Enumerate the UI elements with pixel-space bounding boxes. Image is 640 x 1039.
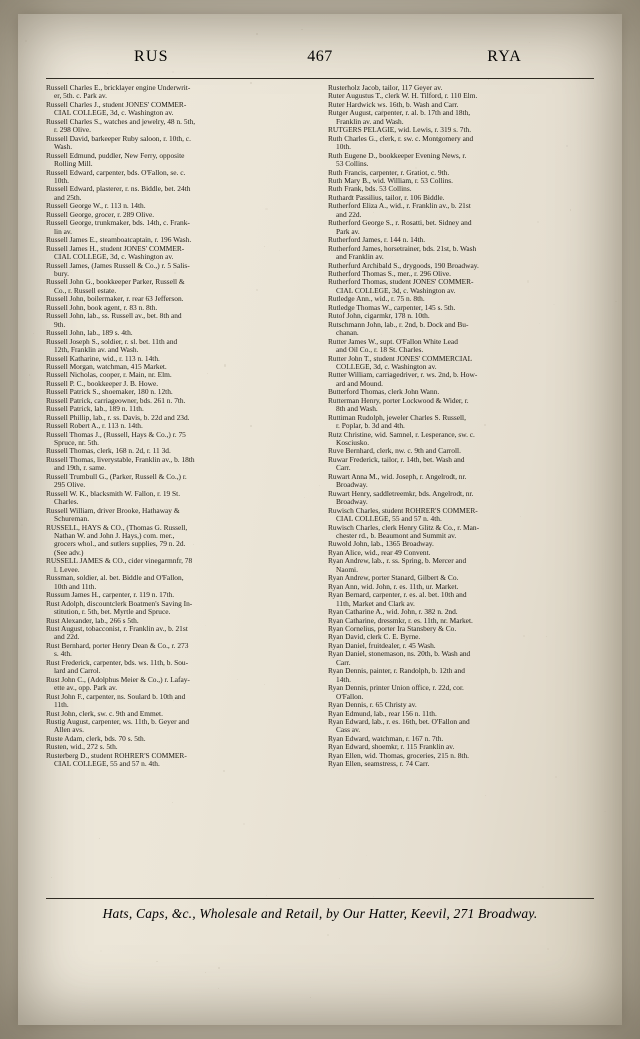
directory-entry bbox=[46, 659, 312, 676]
paper-speck bbox=[360, 603, 362, 605]
entry-line: Ryan Dennis, r. 65 Christy av. bbox=[328, 700, 417, 710]
entry-line: stitution, r. 5th, bet. Myrtle and Spruce. bbox=[54, 607, 171, 617]
entry-line: Rust John, clerk, sw. c. 9th and Emmet. bbox=[46, 708, 163, 718]
directory-entry bbox=[328, 431, 594, 448]
entry-line: RUSSELL, HAYS & CO., (Thomas G. Russell, bbox=[46, 522, 188, 532]
paper-speck bbox=[265, 208, 267, 210]
directory-entry bbox=[328, 355, 594, 372]
entry-line: Ruth Eugene D., bookkeeper Evening News, r. bbox=[328, 150, 467, 160]
paper-speck bbox=[264, 684, 265, 685]
entry-line: Franklin av. and Wash. bbox=[336, 116, 404, 126]
directory-entry bbox=[46, 185, 312, 202]
paper-speck bbox=[615, 301, 617, 303]
paper-speck bbox=[529, 42, 530, 43]
paper-speck bbox=[90, 666, 92, 668]
entry-line: Ruth Francis, carpenter, r. Gratiot, c. 9th. bbox=[328, 167, 450, 177]
entry-line: Russell John, book agent, r. 83 n. 8th. bbox=[46, 302, 158, 312]
directory-entry bbox=[328, 278, 594, 295]
paper-speck bbox=[250, 425, 252, 427]
entry-line: Rust Alexander, lab., 266 s 5th. bbox=[46, 615, 139, 625]
entry-line: and 19th, r. same. bbox=[54, 463, 107, 473]
paper-speck bbox=[218, 967, 220, 969]
entry-line: and 22d. bbox=[336, 209, 362, 219]
entry-line: Rutherford Thomas, student JONES' COMMER- bbox=[328, 277, 474, 287]
entry-line: Ruwar Frederick, tailor, r. 14th, bet. Wash and bbox=[328, 454, 465, 464]
entry-line: Russell Thomas J., (Russell, Hays & Co.,) r. 75 bbox=[46, 429, 186, 439]
paper-speck bbox=[266, 895, 267, 896]
entry-line: Ryan Ellen, seamstress, r. 74 Carr. bbox=[328, 759, 430, 769]
entry-line: ard and Mound. bbox=[336, 378, 384, 388]
directory-entry bbox=[46, 718, 312, 735]
paper-speck bbox=[29, 374, 31, 376]
paper-speck bbox=[484, 424, 486, 426]
directory-entry bbox=[328, 557, 594, 574]
paper-speck bbox=[604, 811, 605, 812]
directory-entry bbox=[328, 684, 594, 701]
entry-line: Ryan Daniel, stonemason, ns. 20th, b. Wash and bbox=[328, 649, 471, 659]
running-head bbox=[46, 48, 594, 74]
directory-entry bbox=[46, 312, 312, 329]
directory-entry bbox=[46, 473, 312, 490]
entry-line: s. 4th. bbox=[54, 649, 72, 659]
entry-line: Ryan Cornelius, porter Ira Stansbery & Co. bbox=[328, 624, 457, 633]
paper-speck bbox=[485, 795, 486, 796]
entry-line: Rutger August, carpenter, r. al. b. 17th and 18th, bbox=[328, 108, 471, 118]
directory-entry bbox=[328, 219, 594, 236]
paper-speck bbox=[328, 356, 330, 358]
entry-line: Russell Thomas, clerk, 168 n. 2d, r. 11 3d. bbox=[46, 446, 171, 456]
entry-line: Cass av. bbox=[336, 725, 361, 735]
entry-line: Ruter Hardwick ws. 16th, b. Wash and Carr. bbox=[328, 99, 459, 109]
entry-line: Rutter William, carriagedriver, r. ws. 2nd, b. How- bbox=[328, 370, 478, 380]
entry-line: Ryan Catharine A., wid. John, r. 382 n. 2nd. bbox=[328, 607, 458, 617]
entry-line: 10th. bbox=[336, 142, 351, 152]
directory-entry bbox=[328, 371, 594, 388]
directory-entry bbox=[328, 718, 594, 735]
entry-line: Ryan Bernard, carpenter, r. es. al. bet. 10th and bbox=[328, 590, 467, 600]
entry-line: 10th. bbox=[54, 175, 69, 185]
entry-line: Russell John, lab., 189 s. 4th. bbox=[46, 328, 133, 338]
paper-speck bbox=[224, 364, 226, 366]
directory-columns bbox=[46, 84, 594, 769]
paper-speck bbox=[156, 961, 158, 963]
directory-entry bbox=[46, 118, 312, 135]
entry-line: and 22d. bbox=[54, 632, 80, 642]
entry-line: chester rd., b. Beaumont and Summit av. bbox=[336, 531, 457, 541]
entry-line: Russell Edmund, puddler, New Ferry, opposite bbox=[46, 150, 185, 160]
directory-entry bbox=[46, 245, 312, 262]
entry-line: Charles. bbox=[54, 497, 79, 507]
entry-line: Ruth Frank, bds. 53 Collins. bbox=[328, 184, 412, 194]
entry-line: Russell Morgan, watchman, 415 Market. bbox=[46, 361, 167, 371]
entry-line: Rusten, wid., 272 s. 5th. bbox=[46, 742, 118, 752]
entry-line: Park av. bbox=[336, 226, 360, 236]
entry-line: Rust John C., (Adolphus Meier & Co.,) r. Lafay- bbox=[46, 674, 190, 684]
entry-line: r. Poplar, b. 3d and 4th. bbox=[336, 421, 405, 431]
directory-entry bbox=[46, 84, 312, 101]
entry-line: Rutherford James, r. 144 n. 14th. bbox=[328, 235, 426, 245]
entry-line: Rust John F., carpenter, ns. Soulard b. 10th and bbox=[46, 691, 186, 701]
entry-line: Russell Robert A., r. 113 n. 14th. bbox=[46, 421, 143, 431]
entry-line: and Oil Co., r. 18 St. Charles. bbox=[336, 345, 424, 355]
entry-line: Butterford Thomas, clerk John Wann. bbox=[328, 387, 440, 397]
running-head-left: RUS bbox=[134, 48, 169, 65]
directory-entry bbox=[328, 650, 594, 667]
entry-line: Ryan Edward, lab., r. es. 16th, bet. O'Fallon and bbox=[328, 716, 470, 726]
entry-line: Ruthardt Passilius, tailor, r. 106 Biddle. bbox=[328, 192, 445, 202]
directory-entry bbox=[46, 169, 312, 186]
entry-line: Rutherfurd Archibald S., drygoods, 190 Broadway. bbox=[328, 260, 479, 270]
entry-line: and 25th. bbox=[54, 192, 82, 202]
running-head-right: RYA bbox=[487, 48, 522, 65]
paper-speck bbox=[428, 906, 429, 907]
paper-speck bbox=[488, 79, 489, 80]
entry-line: Broadway. bbox=[336, 480, 368, 490]
paper-speck bbox=[99, 838, 100, 839]
entry-line: Ryan Daniel, fruitdealer, r. 45 Wash. bbox=[328, 640, 436, 650]
entry-line: CIAL COLLEGE, 3d, c. Washington av. bbox=[54, 252, 174, 262]
entry-line: Russell George, trunkmaker, bds. 14th, c. Frank- bbox=[46, 218, 190, 228]
paper-speck bbox=[372, 544, 374, 546]
entry-line: Russell William, driver Brooke, Hathaway & bbox=[46, 505, 180, 515]
entry-line: Rust August, tobacconist, r. Franklin av., b. 21st bbox=[46, 624, 188, 633]
directory-entry bbox=[46, 456, 312, 473]
entry-line: 295 Olive. bbox=[54, 480, 86, 490]
entry-line: 12th, Franklin av. and Wash. bbox=[54, 345, 139, 355]
entry-line: Russum James H., carpenter, r. 119 n. 17th. bbox=[46, 590, 175, 600]
entry-line: CIAL COLLEGE, 3d, c. Washington av. bbox=[54, 108, 174, 118]
entry-line: r. 298 Olive. bbox=[54, 125, 91, 135]
paper-speck bbox=[21, 524, 23, 526]
paper-speck bbox=[341, 325, 342, 326]
directory-entry bbox=[46, 101, 312, 118]
paper-speck bbox=[33, 333, 34, 334]
entry-line: Rutterman Henry, porter Lockwood & Wider, r. bbox=[328, 395, 469, 405]
entry-line: Russell George, grocer, r. 289 Olive. bbox=[46, 209, 155, 219]
entry-line: Broadway. bbox=[336, 497, 368, 507]
entry-line: Ryan David, clerk C. E. Byrne. bbox=[328, 632, 421, 642]
entry-line: Russell James E., steamboatcaptain, r. 196 Wash. bbox=[46, 235, 192, 245]
paper-speck bbox=[546, 636, 547, 637]
entry-line: CIAL COLLEGE, 3d, c. Washington av. bbox=[336, 285, 456, 295]
entry-line: Ruwisch Charles, clerk Henry Glitz & Co., r. Man- bbox=[328, 522, 480, 532]
entry-line: Rusterholz Jacob, tailor, 117 Geyer av. bbox=[328, 83, 443, 92]
entry-line: Russman, soldier, al. bet. Biddle and O'Fallon, bbox=[46, 573, 184, 583]
entry-line: Ruwold John, lab., 1365 Broadway. bbox=[328, 539, 434, 549]
right-column bbox=[319, 84, 594, 769]
entry-line: Ryan Alice, wid., rear 49 Convent. bbox=[328, 547, 431, 557]
entry-line: 11th. bbox=[54, 700, 69, 710]
entry-line: Russell Nicholas, cooper, r. Main, nr. Elm. bbox=[46, 370, 172, 380]
entry-line: Ruwisch Charles, student ROHRER'S COMMER- bbox=[328, 505, 478, 515]
entry-line: Russell John, boilermaker, r. rear 63 Jefferson. bbox=[46, 294, 184, 304]
entry-line: er, 5th. c. Park av. bbox=[54, 91, 107, 101]
entry-line: bury. bbox=[54, 268, 69, 278]
header-rule bbox=[46, 78, 594, 79]
entry-line: Russell Katharine, wid., r. 113 n. 14th. bbox=[46, 353, 160, 363]
entry-line: Rust Frederick, carpenter, bds. ws. 11th, b. Sou- bbox=[46, 657, 189, 667]
paper-speck bbox=[25, 40, 27, 42]
entry-line: and Franklin av. bbox=[336, 252, 384, 262]
directory-entry bbox=[328, 667, 594, 684]
directory-entry bbox=[328, 245, 594, 262]
left-column bbox=[46, 84, 319, 769]
directory-entry bbox=[328, 524, 594, 541]
paper-speck bbox=[388, 506, 390, 508]
paper-speck bbox=[250, 82, 252, 84]
directory-entry bbox=[46, 752, 312, 769]
entry-line: Russell Charles E., bricklayer engine Underwrit- bbox=[46, 83, 191, 92]
entry-line: Ryan Dennis, printer Union office, r. 22d, cor. bbox=[328, 683, 464, 693]
directory-entry bbox=[328, 338, 594, 355]
entry-line: Russell George W., r. 113 n. 14th. bbox=[46, 201, 146, 211]
entry-line: Rustig August, carpenter, ws. 11th, b. Geyer and bbox=[46, 716, 190, 726]
entry-line: Ryan Andrew, porter Stanard, Gilbert & Co. bbox=[328, 573, 459, 583]
paper-speck bbox=[523, 635, 525, 637]
entry-line: Ruve Bernhard, clerk, nw. c. 9th and Carroll. bbox=[328, 446, 461, 456]
directory-entry bbox=[46, 152, 312, 169]
entry-line: Carr. bbox=[336, 657, 351, 667]
entry-line: Russell David, barkeeper Ruby saloon, r. 10th, c. bbox=[46, 133, 191, 143]
entry-line: Russell James H., student JONES' COMMER- bbox=[46, 243, 185, 253]
entry-line: Russell W. K., blacksmith W. Fallon, r. 19 St. bbox=[46, 488, 181, 498]
entry-line: chanan. bbox=[336, 328, 359, 338]
entry-line: Russell Patrick, lab., 189 n. 11th. bbox=[46, 404, 144, 414]
entry-line: Russell Edward, carpenter, bds. O'Fallon, se. c. bbox=[46, 167, 186, 177]
directory-entry bbox=[46, 574, 312, 591]
entry-line: (See adv.) bbox=[54, 547, 84, 557]
paper-speck bbox=[205, 972, 206, 973]
entry-line: 9th. bbox=[54, 319, 66, 329]
paper-speck bbox=[218, 988, 219, 989]
entry-line: RUTGERS PELAGIE, wid. Lewis, r. 319 s. 7th. bbox=[328, 125, 472, 135]
entry-line: Russell Patrick S., shoemaker, 180 n. 12th. bbox=[46, 387, 173, 397]
entry-line: Wash. bbox=[54, 142, 73, 152]
directory-entry bbox=[328, 397, 594, 414]
entry-line: O'Fallon. bbox=[336, 691, 364, 701]
entry-line: Rutter John T., student JONES' COMMERCIAL bbox=[328, 353, 473, 363]
entry-line: Russell Phillip, lab., r. ss. Davis, b. 22d and 23d. bbox=[46, 412, 190, 422]
entry-line: 10th and 11th. bbox=[54, 581, 97, 591]
entry-line: Russell Patrick, carriageowner, bds. 261 n. 7th. bbox=[46, 395, 186, 405]
entry-line: Ryan Dennis, painter, r. Randolph, b. 12th and bbox=[328, 666, 465, 676]
directory-entry bbox=[46, 431, 312, 448]
entry-line: Ruth Mary B., wid. William, r. 53 Collins. bbox=[328, 175, 454, 185]
directory-entry bbox=[328, 591, 594, 608]
entry-line: COLLEGE, 3d, c. Washington av. bbox=[336, 361, 437, 371]
paper-speck bbox=[172, 802, 173, 803]
paper-speck bbox=[107, 73, 108, 74]
directory-entry bbox=[46, 135, 312, 152]
entry-line: lard and Carrol. bbox=[54, 666, 101, 676]
paper-speck bbox=[359, 756, 361, 758]
directory-entry bbox=[328, 414, 594, 431]
paper-speck bbox=[243, 823, 245, 825]
directory-entry bbox=[46, 693, 312, 710]
paper-speck bbox=[99, 716, 100, 717]
entry-line: 8th and Wash. bbox=[336, 404, 378, 414]
entry-line: Rust Bernhard, porter Henry Dean & Co., r. 273 bbox=[46, 640, 189, 650]
paper-speck bbox=[174, 272, 176, 274]
paper-speck bbox=[555, 776, 557, 778]
entry-line: Ryan Edward, watchman, r. 167 n. 7th. bbox=[328, 733, 444, 743]
paper-speck bbox=[327, 934, 329, 936]
entry-line: Ruter Augustus T., clerk W. H. Tilford, r. 110 Elm. bbox=[328, 91, 478, 101]
paper-speck bbox=[542, 886, 544, 888]
entry-line: Allen avs. bbox=[54, 725, 84, 735]
entry-line: Russell Charles S., watches and jewelry, 48 n. 5th, bbox=[46, 116, 196, 126]
entry-line: Ruste Adam, clerk, bds. 70 s. 5th. bbox=[46, 733, 146, 743]
entry-line: Schureman. bbox=[54, 514, 90, 524]
directory-entry bbox=[46, 642, 312, 659]
entry-line: ette av., opp. Park av. bbox=[54, 683, 118, 693]
entry-line: Kosciusko. bbox=[336, 438, 370, 448]
entry-line: Russell Thomas, liverystable, Franklin av., b. 18th bbox=[46, 454, 195, 464]
entry-line: Ryan Ellen, wid. Thomas, groceries, 215 n. 8th. bbox=[328, 750, 469, 760]
directory-entry bbox=[328, 490, 594, 507]
entry-line: grocers whol., and sutlers supplies, 79 n. 2d. bbox=[54, 539, 186, 549]
directory-entry bbox=[328, 456, 594, 473]
entry-line: Rust Adolph, discountclerk Boatmen's Saving In- bbox=[46, 598, 193, 608]
directory-entry bbox=[328, 507, 594, 524]
entry-line: Rutledge Ann., wid., r. 75 n. 8th. bbox=[328, 294, 425, 304]
entry-line: CIAL COLLEGE, 55 and 57 n. 4th. bbox=[336, 514, 442, 524]
entry-line: Rolling Mill. bbox=[54, 159, 93, 169]
entry-line: Russell Charles J., student JONES' COMMER- bbox=[46, 99, 187, 109]
paper-speck bbox=[77, 153, 78, 154]
entry-line: Russell Trumbull G., (Parker, Russell & Co.,) r. bbox=[46, 471, 187, 481]
entry-line: Ruwart Henry, saddletreemkr, bds. Angelrodt, nr. bbox=[328, 488, 474, 498]
entry-line: Rutz Christine, wid. Samnel, r. Lesperance, sw. c. bbox=[328, 429, 475, 439]
directory-entry bbox=[328, 321, 594, 338]
scanned-page-sheet bbox=[18, 14, 622, 1025]
directory-entry bbox=[46, 557, 312, 574]
directory-entry bbox=[328, 202, 594, 219]
entry-line: Carr. bbox=[336, 463, 351, 473]
entry-line: Rutschmann John, lab., r. 2nd, b. Dock and Bu- bbox=[328, 319, 469, 329]
paper-speck bbox=[151, 718, 153, 720]
entry-line: Co., r. Russell estate. bbox=[54, 285, 117, 295]
page-content bbox=[46, 48, 594, 769]
entry-line: 11th, Market and Clark av. bbox=[336, 598, 415, 608]
directory-entry bbox=[328, 109, 594, 126]
entry-line: Rutherford Thomas S., mer., r. 296 Olive. bbox=[328, 268, 452, 278]
paper-speck bbox=[100, 950, 102, 952]
page-footer-ad: Hats, Caps, &c., Wholesale and Retail, by Our Hatter, Keevil, 271 Broadway. bbox=[102, 906, 538, 921]
directory-entry bbox=[46, 262, 312, 279]
entry-line: Ryan Ann, wid. John, r. es. 11th, ur. Market. bbox=[328, 581, 459, 591]
directory-entry bbox=[46, 338, 312, 355]
entry-line: Ryan Catharine, dressmkr, r. es. 11th, nr. Market. bbox=[328, 615, 473, 625]
entry-line: Ruttiman Rudolph, jeweler Charles S. Russell, bbox=[328, 412, 466, 422]
entry-line: Rutherford George S., r. Rosatti, bet. Sidney and bbox=[328, 218, 472, 228]
entry-line: lin av. bbox=[54, 226, 72, 236]
entry-line: Russell P. C., bookkeeper J. B. Howe. bbox=[46, 378, 159, 388]
entry-line: Ryan Andrew, lab., r. ss. Spring, b. Mercer and bbox=[328, 556, 467, 566]
directory-entry bbox=[46, 625, 312, 642]
entry-line: l. Levee. bbox=[54, 564, 80, 574]
paper-speck bbox=[51, 877, 52, 878]
paper-speck bbox=[366, 855, 367, 856]
directory-entry bbox=[46, 524, 312, 558]
entry-line: Ruth Charles G., clerk, r. sw. c. Montgomery and bbox=[328, 133, 474, 143]
entry-line: CIAL COLLEGE, 55 and 57 n. 4th. bbox=[54, 759, 160, 769]
paper-speck bbox=[553, 304, 555, 306]
paper-speck bbox=[172, 71, 174, 73]
directory-entry bbox=[328, 152, 594, 169]
directory-entry bbox=[328, 760, 594, 768]
directory-entry bbox=[46, 676, 312, 693]
directory-entry bbox=[46, 278, 312, 295]
entry-line: Nathan W. and John J. Hays,) com. mer., bbox=[54, 531, 175, 541]
paper-speck bbox=[223, 770, 225, 772]
entry-line: Russell John G., bookkeeper Parker, Russell & bbox=[46, 277, 185, 287]
directory-entry bbox=[46, 507, 312, 524]
entry-line: Rutter James W., supt. O'Fallon White Lead bbox=[328, 336, 458, 346]
entry-line: Ryan Edward, shoemkr, r. 115 Franklin av. bbox=[328, 742, 455, 752]
paper-speck bbox=[94, 1020, 95, 1021]
entry-line: RUSSELL JAMES & CO., cider vinegarmnfr, 78 bbox=[46, 556, 193, 566]
entry-line: Russell John, lab., ss. Russell av., bet. 8th and bbox=[46, 311, 182, 321]
directory-entry bbox=[328, 135, 594, 152]
entry-line: Russell Edward, plasterer, r. ns. Biddle, bet. 24th bbox=[46, 184, 191, 194]
directory-entry bbox=[46, 490, 312, 507]
paper-speck bbox=[115, 233, 117, 235]
entry-line: Spruce, nr. 5th. bbox=[54, 438, 99, 448]
paper-speck bbox=[547, 948, 549, 950]
entry-line: Rutof John, cigarmkr, 178 n. 10th. bbox=[328, 311, 430, 321]
entry-line: Ryan Edmund, lab., rear 156 n. 11th. bbox=[328, 708, 437, 718]
paper-speck bbox=[527, 280, 529, 282]
paper-speck bbox=[375, 980, 376, 981]
paper-speck bbox=[423, 748, 424, 749]
entry-line: Russell Joseph S., soldier, r. sl. bet. 11th and bbox=[46, 336, 178, 346]
paper-speck bbox=[520, 516, 521, 517]
entry-line: Rutherford James, horsetrainer, bds. 21st, b. Wash bbox=[328, 243, 477, 253]
paper-speck bbox=[264, 246, 265, 247]
entry-line: 53 Collins. bbox=[336, 159, 369, 169]
entry-line: Ruwart Anna M., wid. Joseph, r. Angelrodt, nr. bbox=[328, 471, 467, 481]
entry-line: Russell James, (James Russell & Co.,) r. 5 Salis- bbox=[46, 260, 190, 270]
paper-speck bbox=[301, 29, 303, 31]
footer-rule bbox=[46, 898, 594, 899]
entry-line: Rutledge Thomas W., carpenter, 145 s. 5th. bbox=[328, 302, 456, 312]
entry-line: Rutherford Eliza A., wid., r. Franklin av., b. 21st bbox=[328, 201, 471, 211]
directory-entry bbox=[46, 600, 312, 617]
paper-speck bbox=[256, 33, 258, 35]
entry-line: Rusterberg D., student ROHRER'S COMMER- bbox=[46, 750, 187, 760]
entry-line: 14th. bbox=[336, 674, 351, 684]
directory-entry bbox=[328, 473, 594, 490]
paper-speck bbox=[415, 167, 417, 169]
paper-speck bbox=[579, 77, 580, 78]
entry-line: Naomi. bbox=[336, 564, 358, 574]
directory-entry bbox=[46, 219, 312, 236]
page-number: 467 bbox=[307, 48, 333, 65]
